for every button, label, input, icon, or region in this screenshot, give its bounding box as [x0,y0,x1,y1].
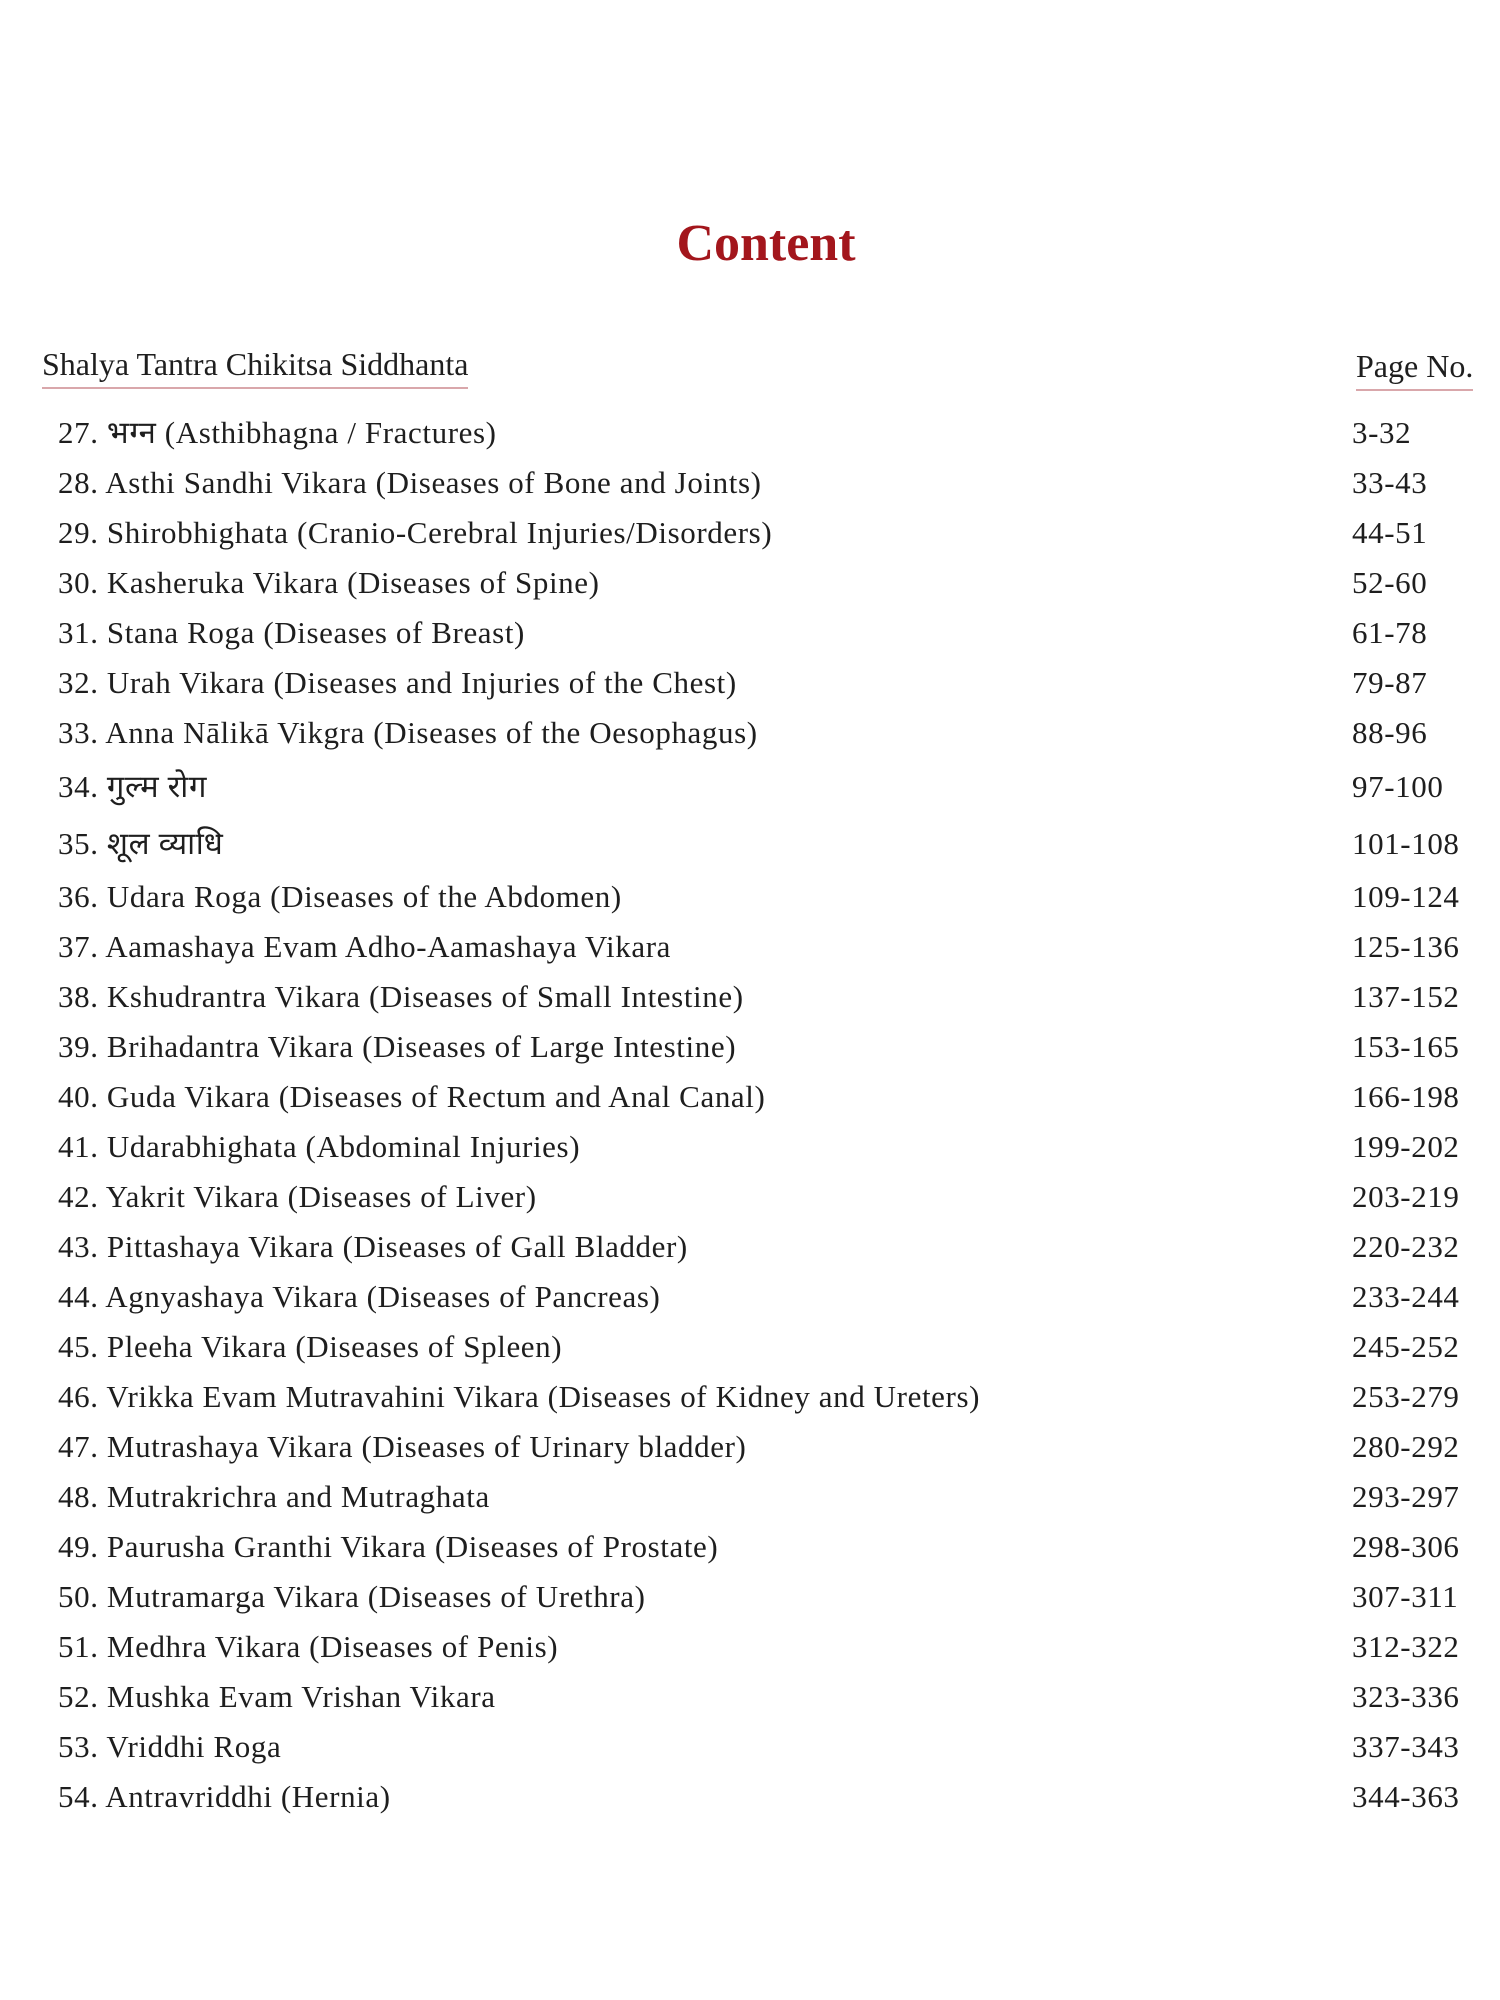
toc-entry [0,1122,1500,1172]
entry-pages: 61-78 [1352,615,1428,650]
toc-entry [0,1322,1500,1372]
entry-title: Mutramarga Vikara (Diseases of Urethra) [106,1579,646,1614]
toc-entry [0,1422,1500,1472]
entry-number: 40. [58,1079,99,1114]
entry-title: Shirobhighata (Cranio-Cerebral Injuries/Disorders) [106,515,773,550]
toc-entry [0,1622,1500,1672]
section-heading: Shalya Tantra Chikitsa Siddhanta [42,348,468,389]
toc-entry [0,758,1500,815]
entry-pages: 125-136 [1352,929,1460,964]
table-of-contents [0,408,1500,1822]
page-no-heading: Page No. [1356,350,1473,391]
entry-title: Kasheruka Vikara (Diseases of Spine) [106,565,600,600]
entry-title: शूल व्याधि [106,826,224,861]
entry-title: Udarabhighata (Abdominal Injuries) [106,1129,581,1164]
entry-pages: 307-311 [1352,1579,1459,1614]
entry-title: Antravriddhi (Hernia) [105,1779,391,1814]
entry-number: 43. [58,1229,99,1264]
entry-title: Udara Roga (Diseases of the Abdomen) [106,879,622,914]
entry-pages: 52-60 [1352,565,1428,600]
entry-title: भग्न (Asthibhagna / Fractures) [106,415,497,450]
toc-entry [0,1522,1500,1572]
entry-number: 39. [58,1029,99,1064]
entry-number: 30. [58,565,99,600]
entry-title: Mutrakrichra and Mutraghata [106,1479,490,1514]
entry-number: 29. [58,515,99,550]
entry-pages: 337-343 [1352,1729,1460,1764]
toc-entry [0,1572,1500,1622]
entry-title: Pittashaya Vikara (Diseases of Gall Bladder) [106,1229,688,1264]
entry-number: 38. [58,979,99,1014]
entry-pages: 137-152 [1352,979,1460,1014]
entry-title: Urah Vikara (Diseases and Injuries of the Chest) [106,665,737,700]
toc-entry [0,1072,1500,1122]
entry-title: Aamashaya Evam Adho-Aamashaya Vikara [105,929,671,964]
entry-title: Vriddhi Roga [106,1729,282,1764]
entry-title: Brihadantra Vikara (Diseases of Large Intestine) [106,1029,737,1064]
entry-pages: 44-51 [1352,515,1428,550]
toc-entry [0,1172,1500,1222]
entry-pages: 88-96 [1352,715,1428,750]
entry-pages: 220-232 [1352,1229,1460,1264]
entry-number: 45. [58,1329,99,1364]
entry-title: Mutrashaya Vikara (Diseases of Urinary bladder) [106,1429,747,1464]
page-title: Content [676,215,856,272]
entry-pages: 280-292 [1352,1429,1460,1464]
entry-pages: 233-244 [1352,1279,1460,1314]
entry-pages: 109-124 [1352,879,1460,914]
entry-number: 44. [58,1279,99,1314]
entry-pages: 97-100 [1352,769,1444,804]
entry-number: 36. [58,879,99,914]
entry-number: 34. [58,769,99,804]
entry-number: 54. [58,1779,99,1814]
entry-number: 35. [58,826,99,861]
toc-entry [0,1022,1500,1072]
toc-entry [0,922,1500,972]
entry-pages: 245-252 [1352,1329,1460,1364]
entry-number: 50. [58,1579,99,1614]
toc-entry [0,658,1500,708]
entry-title: Kshudrantra Vikara (Diseases of Small Intestine) [106,979,744,1014]
toc-entry [0,1472,1500,1522]
toc-entry [0,972,1500,1022]
entry-number: 27. [58,415,99,450]
entry-pages: 79-87 [1352,665,1428,700]
toc-entry [0,558,1500,608]
entry-number: 37. [58,929,99,964]
entry-number: 48. [58,1479,99,1514]
entry-number: 53. [58,1729,99,1764]
entry-number: 28. [58,465,99,500]
entry-title: Mushka Evam Vrishan Vikara [106,1679,496,1714]
entry-pages: 203-219 [1352,1179,1460,1214]
entry-pages: 253-279 [1352,1379,1460,1414]
entry-title: Anna Nālikā Vikgra (Diseases of the Oesophagus) [105,715,758,750]
toc-entry [0,608,1500,658]
entry-number: 51. [58,1629,99,1664]
entry-pages: 153-165 [1352,1029,1460,1064]
toc-entry [0,508,1500,558]
entry-title: Agnyashaya Vikara (Diseases of Pancreas) [105,1279,661,1314]
entry-title: Vrikka Evam Mutravahini Vikara (Diseases of Kidney and Ureters) [106,1379,981,1414]
entry-title: Asthi Sandhi Vikara (Diseases of Bone and Joints) [105,465,762,500]
entry-number: 49. [58,1529,99,1564]
entry-pages: 323-336 [1352,1679,1460,1714]
entry-pages: 344-363 [1352,1779,1460,1814]
entry-number: 41. [58,1129,99,1164]
entry-pages: 33-43 [1352,465,1428,500]
toc-entry [0,1722,1500,1772]
toc-entry [0,1222,1500,1272]
toc-entry [0,458,1500,508]
entry-number: 46. [58,1379,99,1414]
entry-pages: 101-108 [1352,826,1460,861]
entry-pages: 3-32 [1352,415,1412,450]
toc-entry [0,815,1500,872]
entry-number: 31. [58,615,99,650]
entry-pages: 293-297 [1352,1479,1460,1514]
entry-title: Pleeha Vikara (Diseases of Spleen) [106,1329,563,1364]
toc-entry [0,1372,1500,1422]
entry-pages: 199-202 [1352,1129,1460,1164]
entry-number: 33. [58,715,99,750]
entry-pages: 312-322 [1352,1629,1460,1664]
toc-entry [0,872,1500,922]
entry-pages: 166-198 [1352,1079,1460,1114]
toc-entry [0,1272,1500,1322]
entry-pages: 298-306 [1352,1529,1460,1564]
toc-entry [0,708,1500,758]
entry-title: Medhra Vikara (Diseases of Penis) [106,1629,559,1664]
entry-number: 47. [58,1429,99,1464]
entry-title: Paurusha Granthi Vikara (Diseases of Prostate) [106,1529,719,1564]
toc-entry [0,1672,1500,1722]
entry-number: 52. [58,1679,99,1714]
entry-title: गुल्म रोग [106,769,207,804]
entry-title: Guda Vikara (Diseases of Rectum and Anal Canal) [106,1079,766,1114]
entry-number: 42. [58,1179,99,1214]
entry-title: Yakrit Vikara (Diseases of Liver) [105,1179,537,1214]
toc-entry [0,408,1500,458]
toc-entry [0,1772,1500,1822]
entry-number: 32. [58,665,99,700]
entry-title: Stana Roga (Diseases of Breast) [106,615,525,650]
